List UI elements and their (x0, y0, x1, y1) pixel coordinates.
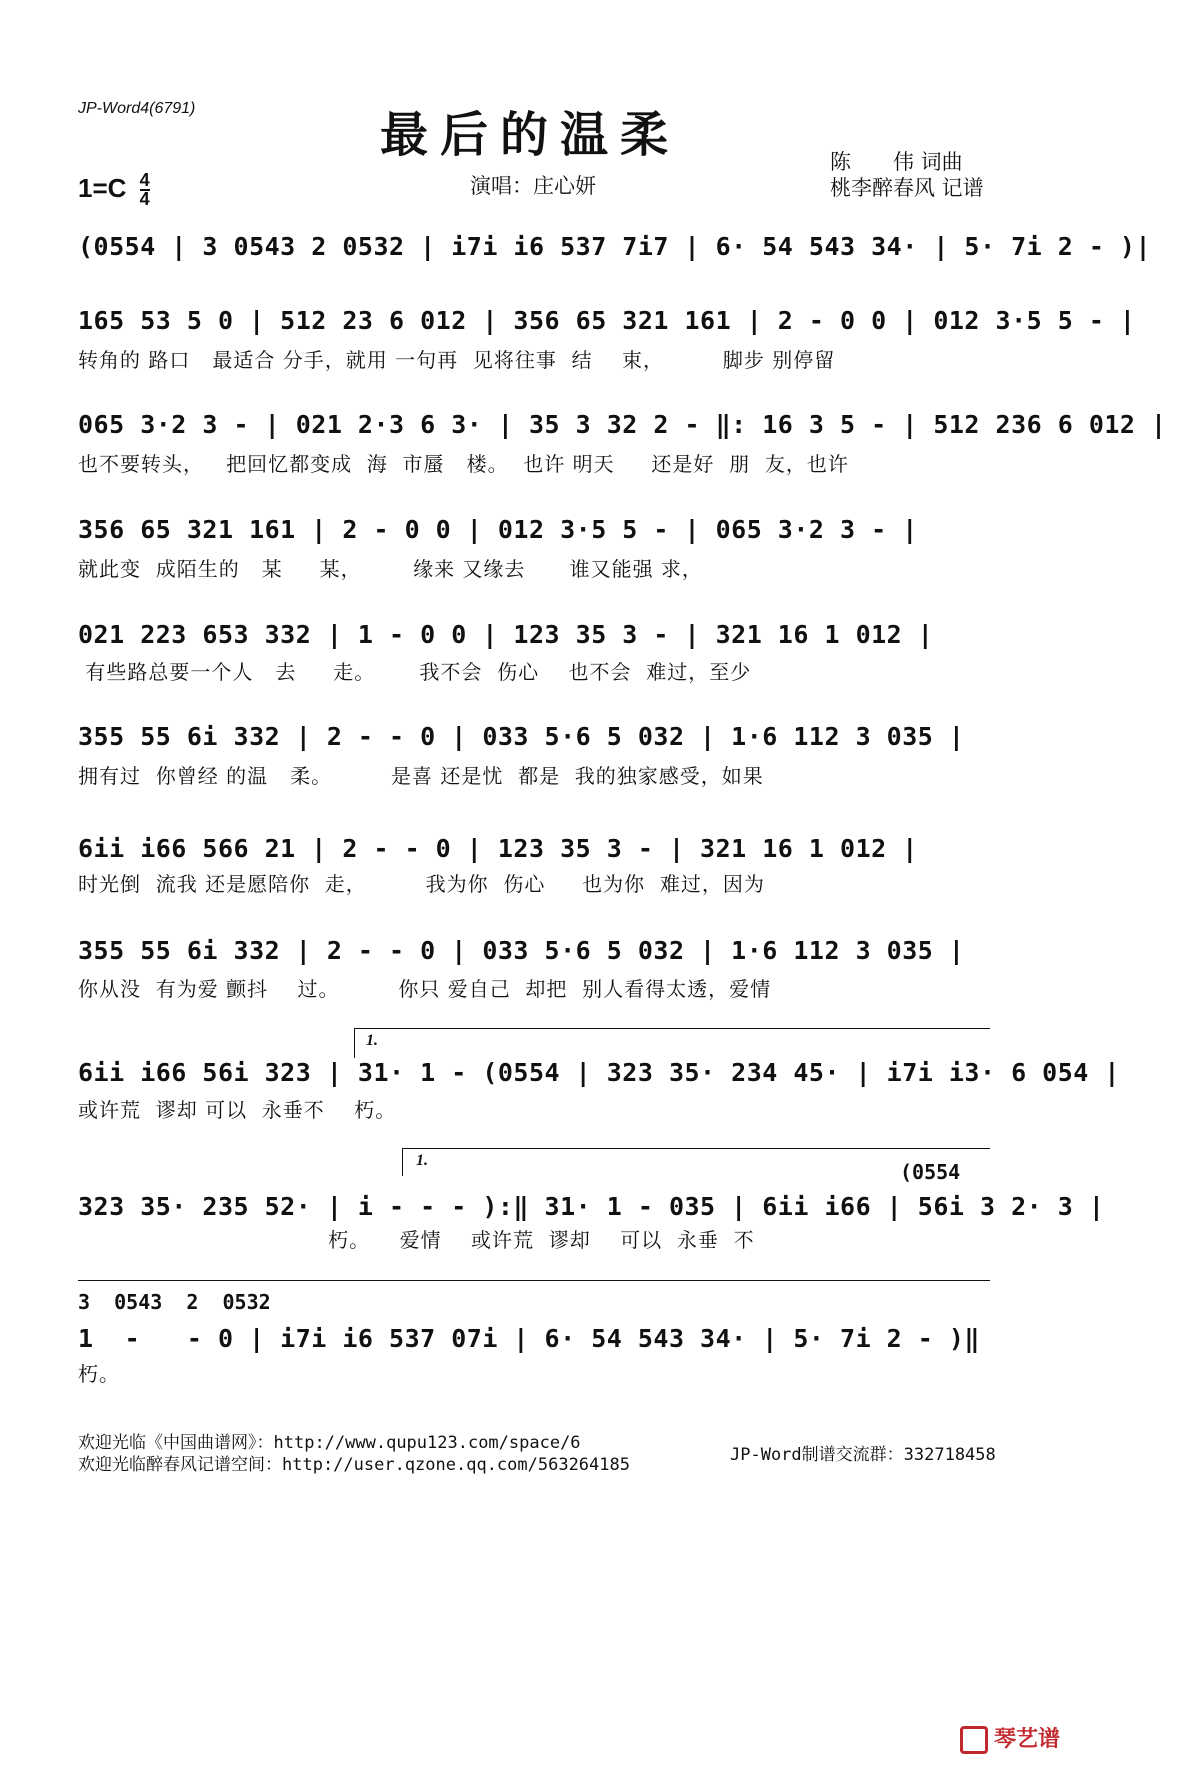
volta-bracket-2 (402, 1148, 990, 1149)
score-system-6-lyrics: 拥有过 你曾经 的温 柔。 是喜 还是忧 都是 我的独家感受，如果 (78, 764, 764, 788)
volta-bracket-2-stem (402, 1148, 403, 1176)
footer-group-info: JP-Word制谱交流群：332718458 (730, 1445, 996, 1465)
volta-bracket-1 (354, 1028, 990, 1029)
score-system-9-notes: 6ii i66 56i 323 | 31· 1 - (0554 | 323 35· 234 45· | i7i i3· 6 054 | (78, 1058, 1120, 1087)
software-tag: JP-Word4(6791) (78, 100, 196, 117)
score-system-3-notes: 065 3·2 3 - | 021 2·3 6 3· | 35 3 32 2 - ‖: 16 3 5 - | 512 236 6 012 | (78, 410, 1167, 439)
score-system-11-notes: 1 - - 0 | i7i i6 537 07i | 6· 54 543 34· | 5· 7i 2 - )‖ (78, 1324, 980, 1353)
score-system-6-notes: 355 55 6i 332 | 2 - - 0 | 033 5·6 5 032 | 1·6 112 3 035 | (78, 722, 965, 751)
score-system-7-notes: 6ii i66 566 21 | 2 - - 0 | 123 35 3 - | 321 16 1 012 | (78, 834, 918, 863)
score-system-4-lyrics: 就此变 成陌生的 某 某， 缘来 又缘去 谁又能强 求， (78, 557, 703, 581)
system-11-upper-voice: 3 0543 2 0532 (78, 1290, 271, 1314)
key-signature (78, 172, 150, 208)
score-system-9-lyrics: 或许荒 谬却 可以 永垂不 朽。 (78, 1098, 397, 1122)
score-system-8-notes: 355 55 6i 332 | 2 - - 0 | 033 5·6 5 032 | 1·6 112 3 035 | (78, 936, 965, 965)
singer-credit: 演唱：庄心妍 (470, 174, 596, 198)
time-numerator: 4 (139, 170, 150, 190)
key-label: 1=C (78, 172, 127, 203)
score-system-7-lyrics: 时光倒 流我 还是愿陪你 走， 我为你 伤心 也为你 难过，因为 (78, 872, 765, 896)
score-system-11-lyrics: 朽。 (78, 1362, 120, 1386)
system-10-pickup-hint: (0554 (900, 1160, 961, 1184)
score-system-10-lyrics: 朽。 爱情 或许荒 谬却 可以 永垂 不 (78, 1228, 755, 1252)
score-system-2-lyrics: 转角的 路口 最适合 分手，就用 一句再 见将往事 结 束， 脚步 别停留 (78, 348, 836, 372)
composer-credit: 陈 伟 词曲 (830, 150, 963, 174)
score-system-5-lyrics: 有些路总要一个人 去 走。 我不会 伤心 也不会 难过，至少 (78, 660, 752, 684)
score-system-8-lyrics: 你从没 有为爱 颤抖 过。 你只 爱自己 却把 别人看得太透，爱情 (78, 977, 772, 1001)
score-system-10-notes: 323 35· 235 52· | i - - - ):‖ 31· 1 - 035 | 6ii i66 | 56i 3 2· 3 | (78, 1192, 1105, 1221)
score-system-2-notes: 165 53 5 0 | 512 23 6 012 | 356 65 321 161 | 2 - 0 0 | 012 3·5 5 - | (78, 306, 1136, 335)
watermark-logo (960, 1722, 1060, 1754)
transcriber-credit: 桃李醉春风 记谱 (830, 176, 984, 200)
time-signature (140, 172, 150, 208)
logo-mark-icon (960, 1726, 988, 1754)
footer-link-qupu[interactable]: 欢迎光临《中国曲谱网》：http://www.qupu123.com/space/6 (78, 1433, 581, 1453)
volta-bracket-1-stem (354, 1028, 355, 1058)
volta-label-1: 1. (366, 1032, 378, 1049)
time-denominator: 4 (139, 189, 150, 209)
score-system-1-notes: (0554 | 3 0543 2 0532 | i7i i6 537 7i7 | 6· 54 543 34· | 5· 7i 2 - )| (78, 232, 1152, 261)
score-system-3-lyrics: 也不要转头， 把回忆都变成 海 市蜃 楼。 也许 明天 还是好 朋 友，也许 (78, 452, 849, 476)
footer-link-qzone[interactable]: 欢迎光临醉春风记谱空间：http://user.qzone.qq.com/563264185 (78, 1455, 630, 1475)
watermark-text: 琴艺谱 (994, 1727, 1061, 1752)
song-title: 最后的温柔 (380, 107, 681, 163)
system-11-top-rule (78, 1280, 990, 1281)
score-system-5-notes: 021 223 653 332 | 1 - 0 0 | 123 35 3 - | 321 16 1 012 | (78, 620, 934, 649)
volta-label-2: 1. (416, 1152, 428, 1169)
score-system-4-notes: 356 65 321 161 | 2 - 0 0 | 012 3·5 5 - | 065 3·2 3 - | (78, 515, 918, 544)
